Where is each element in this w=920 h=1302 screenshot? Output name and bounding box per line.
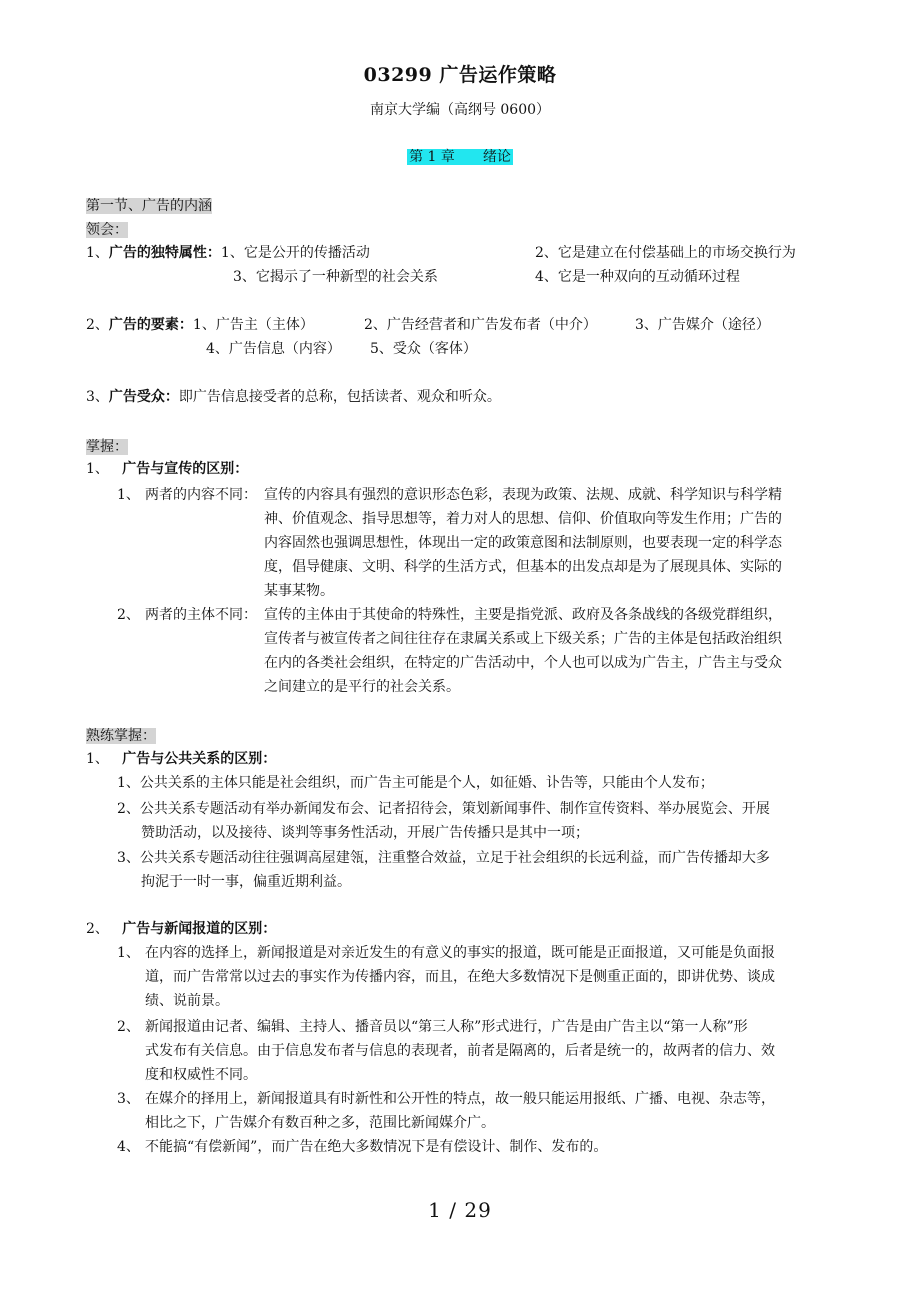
pr-item: 1、公共关系的主体只能是社会组织，而广告主可能是个人，如征婚、讣告等，只能由个人发布； bbox=[117, 775, 714, 791]
attr-heading: 1、广告的独特属性：1、它是公开的传播活动 bbox=[86, 245, 370, 261]
master-item-2-label: 两者的主体不同： bbox=[145, 607, 257, 623]
master-item-1-num: 1、 bbox=[117, 487, 140, 503]
elements-item-5: 5、受众（客体） bbox=[370, 341, 477, 357]
master-item-2-line: 宣传者与被宣传者之间往往存在隶属关系或上下级关系；广告的主体是包括政治组织 bbox=[264, 631, 782, 647]
master-item-1-line: 度，倡导健康、文明、科学的生活方式，但基本的出发点却是为了展现具体、实际的 bbox=[264, 559, 782, 575]
elements-heading: 2、广告的要素：1、广告主（主体） bbox=[86, 317, 314, 333]
master-item-1-label: 两者的内容不同： bbox=[145, 487, 257, 503]
section-heading: 第一节、广告的内涵 bbox=[86, 198, 212, 214]
news-item-num: 3、 bbox=[117, 1091, 140, 1107]
news-item-line: 新闻报道由记者、编辑、主持人、播音员以“第三人称”形式进行，广告是由广告主以“第一人称”形 bbox=[145, 1019, 748, 1035]
elements-item-4: 4、广告信息（内容） bbox=[206, 341, 341, 357]
ad-vs-pr-heading: 1、 广告与公共关系的区别： bbox=[86, 751, 277, 767]
master-item-2-line: 宣传的主体由于其使命的特殊性，主要是指党派、政府及各条战线的各级党群组织， bbox=[264, 607, 782, 623]
ad-vs-news-heading: 2、 广告与新闻报道的区别： bbox=[86, 921, 277, 937]
news-item-line: 在媒介的择用上，新闻报道具有时新性和公开性的特点，故一般只能运用报纸、广播、电视、杂志等， bbox=[145, 1091, 775, 1107]
master-item-2-line: 在内的各类社会组织，在特定的广告活动中，个人也可以成为广告主，广告主与受众 bbox=[264, 655, 782, 671]
master-label: 掌握： bbox=[86, 439, 128, 455]
pr-item: 3、公共关系专题活动往往强调高屋建瓴，注重整合效益，立足于社会组织的长远利益，而广告传播却大多 bbox=[117, 850, 770, 866]
page-number: 1 / 29 bbox=[428, 1198, 492, 1222]
master-item-1-line: 某事某物。 bbox=[264, 583, 334, 599]
master-item-2-line: 之间建立的是平行的社会关系。 bbox=[264, 679, 460, 695]
news-item-num: 4、 bbox=[117, 1139, 140, 1155]
pr-item: 2、公共关系专题活动有举办新闻发布会、记者招待会，策划新闻事件、制作宣传资料、举办展览会、开展 bbox=[117, 801, 770, 817]
master-item-1-line: 内容固然也强调思想性，体现出一定的政策意图和法制原则，也要表现一定的科学态 bbox=[264, 535, 782, 551]
audience-definition: 3、广告受众：即广告信息接受者的总称，包括读者、观众和听众。 bbox=[86, 389, 501, 405]
ad-vs-propaganda-heading: 1、 广告与宣传的区别： bbox=[86, 461, 249, 477]
news-item-line: 在内容的选择上，新闻报道是对亲近发生的有意义的事实的报道，既可能是正面报道，又可能是负面报 bbox=[145, 945, 775, 961]
attr-item-2: 2、它是建立在付偿基础上的市场交换行为 bbox=[535, 245, 796, 261]
news-item-line: 度和权威性不同。 bbox=[145, 1067, 257, 1083]
master-item-1-line: 宣传的内容具有强烈的意识形态色彩，表现为政策、法规、成就、科学知识与科学精 bbox=[264, 487, 782, 503]
news-item-num: 2、 bbox=[117, 1019, 140, 1035]
elements-item-2: 2、广告经营者和广告发布者（中介） bbox=[364, 317, 597, 333]
master-item-2-num: 2、 bbox=[117, 607, 140, 623]
page-subtitle: 南京大学编（高纲号 0600） bbox=[369, 102, 551, 118]
news-item-line: 式发布有关信息。由于信息发布者与信息的表现者，前者是隔离的，后者是统一的，故两者的信力、效 bbox=[145, 1043, 775, 1059]
news-item-line: 不能搞“有偿新闻”，而广告在绝大多数情况下是有偿设计、制作、发布的。 bbox=[145, 1139, 608, 1155]
news-item-line: 道，而广告常常以过去的事实作为传播内容，而且，在绝大多数情况下是侧重正面的，即讲优势、谈成 bbox=[145, 969, 775, 985]
attr-item-3: 3、它揭示了一种新型的社会关系 bbox=[233, 269, 438, 285]
proficient-label: 熟练掌握： bbox=[86, 728, 156, 744]
master-item-1-line: 神、价值观念、指导思想等，着力对人的思想、信仰、价值取向等发生作用；广告的 bbox=[264, 511, 782, 527]
news-item-line: 相比之下，广告媒介有数百种之多，范围比新闻媒介广。 bbox=[145, 1115, 495, 1131]
understand-label: 领会： bbox=[86, 222, 128, 238]
pr-item-cont: 赞助活动，以及接待、谈判等事务性活动，开展广告传播只是其中一项； bbox=[141, 825, 589, 841]
page-title: 03299 广告运作策略 bbox=[363, 64, 557, 86]
news-item-num: 1、 bbox=[117, 945, 140, 961]
attr-item-4: 4、它是一种双向的互动循环过程 bbox=[535, 269, 740, 285]
pr-item-cont: 拘泥于一时一事，偏重近期利益。 bbox=[141, 874, 351, 890]
news-item-line: 绩、说前景。 bbox=[145, 993, 229, 1009]
elements-item-3: 3、广告媒介（途径） bbox=[635, 317, 770, 333]
chapter-heading-wrap bbox=[0, 146, 920, 167]
chapter-heading: 第 1 章 绪论 bbox=[409, 149, 511, 165]
